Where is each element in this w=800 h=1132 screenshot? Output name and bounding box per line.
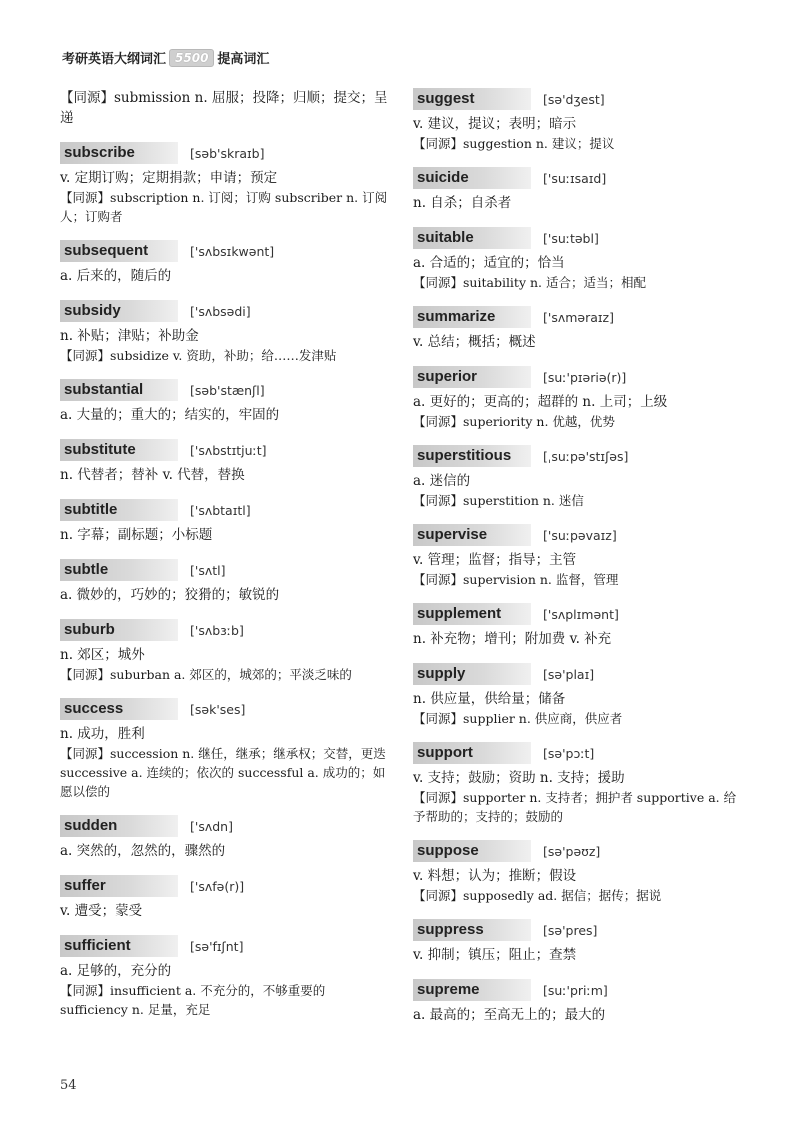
phonetic: [sə'dʒest] bbox=[543, 91, 605, 107]
entry-suicide bbox=[413, 167, 748, 213]
entry-suggest bbox=[413, 88, 748, 153]
cognate-note: 【同源】supposedly ad. 据信；据传；据说 bbox=[413, 888, 662, 903]
entry-head bbox=[413, 663, 748, 685]
page-number: 54 bbox=[60, 1078, 77, 1093]
entry-substitute bbox=[60, 439, 395, 485]
entry-head bbox=[60, 240, 395, 262]
entry-head bbox=[60, 875, 395, 897]
headword: subtitle bbox=[60, 499, 178, 521]
entry-head bbox=[60, 300, 395, 322]
definition: a. 迷信的 bbox=[413, 473, 471, 489]
entry-sudden bbox=[60, 815, 395, 861]
entry-success bbox=[60, 698, 395, 801]
entry-suppose bbox=[413, 840, 748, 905]
phonetic: ['sʌbsɪkwənt] bbox=[190, 243, 275, 259]
running-header bbox=[62, 48, 269, 67]
definition: a. 后来的，随后的 bbox=[60, 268, 172, 284]
definition: n. 郊区；城外 bbox=[60, 647, 145, 663]
entry-head bbox=[60, 559, 395, 581]
phonetic: ['sʌfə(r)] bbox=[190, 878, 245, 894]
definition: a. 突然的，忽然的，骤然的 bbox=[60, 843, 226, 859]
cognate-note: 【同源】supplier n. 供应商，供应者 bbox=[413, 711, 623, 726]
headword: substantial bbox=[60, 379, 178, 401]
definition: a. 大量的；重大的；结实的，牢固的 bbox=[60, 407, 280, 423]
entry-head bbox=[60, 379, 395, 401]
entry-head bbox=[413, 524, 748, 546]
headword: superstitious bbox=[413, 445, 531, 467]
cognate-note: 【同源】insufficient a. 不充分的，不够重要的 sufficiency n. 足量，充足 bbox=[60, 983, 326, 1017]
definition: n. 自杀；自杀者 bbox=[413, 195, 512, 211]
headword: sufficient bbox=[60, 935, 178, 957]
definition: v. 建议，提议；表明；暗示 bbox=[413, 116, 577, 132]
headword: summarize bbox=[413, 306, 531, 328]
headword: supervise bbox=[413, 524, 531, 546]
header-prefix: 考研英语大纲词汇 bbox=[62, 52, 167, 67]
entry-superior bbox=[413, 366, 748, 431]
definition: a. 足够的，充分的 bbox=[60, 963, 172, 979]
cognate-note: 【同源】subsidize v. 资助，补助；给……发津贴 bbox=[60, 348, 337, 363]
entry-head bbox=[413, 445, 748, 467]
headword: suffer bbox=[60, 875, 178, 897]
entry-head bbox=[60, 499, 395, 521]
entry-summarize bbox=[413, 306, 748, 352]
definition: a. 更好的；更高的；超群的 n. 上司；上级 bbox=[413, 394, 668, 410]
entry-head bbox=[413, 88, 748, 110]
phonetic: ['suːtəbl] bbox=[543, 230, 599, 246]
header-suffix: 提高词汇 bbox=[217, 52, 270, 67]
phonetic: ['sʌplɪmənt] bbox=[543, 606, 619, 622]
entry-subtle bbox=[60, 559, 395, 605]
phonetic: ['sʌbstɪtjuːt] bbox=[190, 442, 267, 458]
entry-head bbox=[413, 306, 748, 328]
headword: support bbox=[413, 742, 531, 764]
entry-head bbox=[60, 619, 395, 641]
headword: success bbox=[60, 698, 178, 720]
definition: a. 最高的；至高无上的；最大的 bbox=[413, 1007, 606, 1023]
definition: v. 定期订购；定期捐款；申请；预定 bbox=[60, 170, 278, 186]
definition: v. 支持；鼓励；资助 n. 支持；援助 bbox=[413, 770, 625, 786]
phonetic: [sək'ses] bbox=[190, 701, 246, 717]
entry-suffer bbox=[60, 875, 395, 921]
phonetic: [sə'pəʊz] bbox=[543, 843, 601, 859]
phonetic: [suː'pɪəriə(r)] bbox=[543, 369, 627, 385]
entry-head bbox=[60, 935, 395, 957]
headword: superior bbox=[413, 366, 531, 388]
entry-subsidy bbox=[60, 300, 395, 365]
definition: v. 抑制；镇压；阻止；查禁 bbox=[413, 947, 577, 963]
headword: subsequent bbox=[60, 240, 178, 262]
headword: suitable bbox=[413, 227, 531, 249]
definition: n. 代替者；替补 v. 代替，替换 bbox=[60, 467, 245, 483]
phonetic: [səb'stænʃl] bbox=[190, 382, 265, 398]
right-column bbox=[413, 88, 748, 1039]
cognate-note: 【同源】suggestion n. 建议；提议 bbox=[413, 136, 615, 151]
entry-head bbox=[413, 603, 748, 625]
headword: subscribe bbox=[60, 142, 178, 164]
definition: a. 微妙的，巧妙的；狡猾的；敏锐的 bbox=[60, 587, 280, 603]
entry-supplement bbox=[413, 603, 748, 649]
definition: n. 供应量，供给量；储备 bbox=[413, 691, 566, 707]
phonetic: [sə'pɔːt] bbox=[543, 745, 595, 761]
phonetic: ['sʌdn] bbox=[190, 818, 233, 834]
phonetic: ['sʌbsədi] bbox=[190, 303, 251, 319]
entry-subsequent bbox=[60, 240, 395, 286]
definition: v. 遭受；蒙受 bbox=[60, 903, 143, 919]
headword: subsidy bbox=[60, 300, 178, 322]
cognate-note: 【同源】superstition n. 迷信 bbox=[413, 493, 584, 508]
cognate-note: 【同源】supporter n. 支持者；拥护者 supportive a. 给予帮助的；支持的；鼓励的 bbox=[413, 790, 737, 824]
headword: supplement bbox=[413, 603, 531, 625]
headword: suppress bbox=[413, 919, 531, 941]
entry-head bbox=[413, 366, 748, 388]
cognate-note: 【同源】suburban a. 郊区的，城郊的；平淡乏味的 bbox=[60, 667, 352, 682]
headword: suburb bbox=[60, 619, 178, 641]
phonetic: ['sʌbɜːb] bbox=[190, 622, 244, 638]
phonetic: [sə'pres] bbox=[543, 922, 598, 938]
entry-head bbox=[413, 979, 748, 1001]
definition: n. 补贴；津贴；补助金 bbox=[60, 328, 199, 344]
left-column bbox=[60, 88, 395, 1033]
phonetic: [səb'skraɪb] bbox=[190, 145, 265, 161]
entry-head bbox=[413, 227, 748, 249]
definition: v. 料想；认为；推断；假设 bbox=[413, 868, 577, 884]
definition: n. 成功，胜利 bbox=[60, 726, 145, 742]
entry-supreme bbox=[413, 979, 748, 1025]
entry-suburb bbox=[60, 619, 395, 684]
header-badge: 5500 bbox=[169, 49, 214, 67]
headword: suicide bbox=[413, 167, 531, 189]
entry-supervise bbox=[413, 524, 748, 589]
entry-suppress bbox=[413, 919, 748, 965]
entry-head bbox=[413, 742, 748, 764]
phonetic: ['suːpəvaɪz] bbox=[543, 527, 617, 543]
continued-source-note: 【同源】submission n. 屈服；投降；归顺；提交；呈递 bbox=[60, 90, 388, 126]
cognate-note: 【同源】suitability n. 适合；适当；相配 bbox=[413, 275, 646, 290]
headword: supreme bbox=[413, 979, 531, 1001]
phonetic: ['sʌbtaɪtl] bbox=[190, 502, 251, 518]
entry-substantial bbox=[60, 379, 395, 425]
definition: n. 字幕；副标题；小标题 bbox=[60, 527, 213, 543]
headword: suggest bbox=[413, 88, 531, 110]
entry-subscribe bbox=[60, 142, 395, 226]
definition: a. 合适的；适宜的；恰当 bbox=[413, 255, 565, 271]
entry-subtitle bbox=[60, 499, 395, 545]
cognate-note: 【同源】superiority n. 优越，优势 bbox=[413, 414, 615, 429]
headword: supply bbox=[413, 663, 531, 685]
cognate-note: 【同源】supervision n. 监督，管理 bbox=[413, 572, 619, 587]
phonetic: [suː'priːm] bbox=[543, 982, 608, 998]
headword: sudden bbox=[60, 815, 178, 837]
entry-sufficient bbox=[60, 935, 395, 1019]
phonetic: ['sʌməraɪz] bbox=[543, 309, 614, 325]
phonetic: [sə'fɪʃnt] bbox=[190, 938, 244, 954]
phonetic: ['suːɪsaɪd] bbox=[543, 170, 607, 186]
headword: subtle bbox=[60, 559, 178, 581]
entry-head bbox=[60, 698, 395, 720]
entry-superstitious bbox=[413, 445, 748, 510]
phonetic: ['sʌtl] bbox=[190, 562, 226, 578]
phonetic: [sə'plaɪ] bbox=[543, 666, 595, 682]
definition: v. 总结；概括；概述 bbox=[413, 334, 536, 350]
cognate-note: 【同源】subscription n. 订阅；订购 subscriber n. 订阅人；订购者 bbox=[60, 190, 388, 224]
entry-head bbox=[60, 439, 395, 461]
definition: n. 补充物；增刊；附加费 v. 补充 bbox=[413, 631, 612, 647]
entry-support bbox=[413, 742, 748, 826]
entry-head bbox=[413, 840, 748, 862]
entry-suitable bbox=[413, 227, 748, 292]
entry-head bbox=[413, 919, 748, 941]
entry-supply bbox=[413, 663, 748, 728]
phonetic: [ˌsuːpə'stɪʃəs] bbox=[543, 448, 629, 464]
entry-head bbox=[60, 815, 395, 837]
cognate-note: 【同源】succession n. 继任，继承；继承权；交替，更迭 successive a. 连续的；依次的 successful a. 成功的；如愿以偿的 bbox=[60, 746, 386, 799]
entry-head bbox=[413, 167, 748, 189]
definition: v. 管理；监督；指导；主管 bbox=[413, 552, 577, 568]
entry-head bbox=[60, 142, 395, 164]
headword: substitute bbox=[60, 439, 178, 461]
headword: suppose bbox=[413, 840, 531, 862]
